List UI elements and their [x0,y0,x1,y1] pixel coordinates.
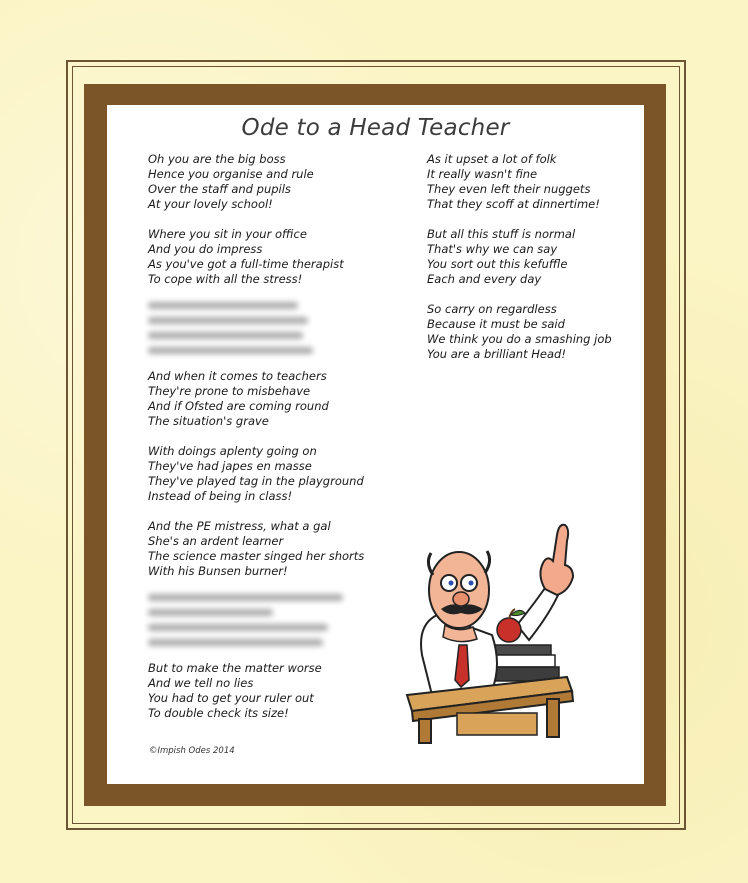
verse-line: To double check its size! [148,706,289,720]
blurred-stanza [148,594,378,646]
verse-line: And you do impress [148,242,263,256]
verse-line: Over the staff and pupils [148,182,291,196]
verse-line: The science master singed her shorts [148,549,365,563]
verse-line: And if Ofsted are coming round [148,399,329,413]
stanza [148,227,378,287]
stanza [148,519,378,579]
verse-line: Hence you organise and rule [148,167,314,181]
verse-line: We think you do a smashing job [427,332,612,346]
verse-line: Oh you are the big boss [148,152,286,166]
poem-title: Ode to a Head Teacher [241,115,510,141]
stanza [148,444,378,504]
verse-line: And we tell no lies [148,676,254,690]
verse-line: Because it must be said [427,317,565,331]
verse-line: At your lovely school! [148,197,273,211]
verse-line: As it upset a lot of folk [427,152,557,166]
verse-line: They've played tag in the playground [148,474,364,488]
stanza [427,227,637,287]
verse-line: The situation's grave [148,414,269,428]
verse-line: They've had japes en masse [148,459,312,473]
verse-line: Instead of being in class! [148,489,293,503]
verse-line: You are a brilliant Head! [427,347,566,361]
verse-line: And when it comes to teachers [148,369,327,383]
verse-line: Each and every day [427,272,542,286]
verse-line: And the PE mistress, what a gal [148,519,331,533]
right-column [427,152,637,377]
stanza [427,302,637,362]
verse-line: Where you sit in your office [148,227,307,241]
left-column [148,152,378,736]
head-teacher-cartoon-illustration [397,505,597,745]
stanza [148,661,378,721]
verse-line: With doings aplenty going on [148,444,317,458]
verse-line: That's why we can say [427,242,558,256]
stanza [427,152,637,212]
verse-line: With his Bunsen burner! [148,564,288,578]
verse-line: But all this stuff is normal [427,227,576,241]
verse-line: You had to get your ruler out [148,691,314,705]
verse-line: To cope with all the stress! [148,272,303,286]
copyright-note: ©Impish Odes 2014 [149,746,235,756]
poem-sheet [107,105,644,784]
blurred-stanza [148,302,378,354]
verse-line: You sort out this kefuffle [427,257,568,271]
verse-line: But to make the matter worse [148,661,322,675]
verse-line: That they scoff at dinnertime! [427,197,600,211]
verse-line: As you've got a full-time therapist [148,257,344,271]
stanza [148,369,378,429]
stanza [148,152,378,212]
verse-line: They're prone to misbehave [148,384,311,398]
verse-line: She's an ardent learner [148,534,284,548]
verse-line: It really wasn't fine [427,167,538,181]
verse-line: They even left their nuggets [427,182,591,196]
verse-line: So carry on regardless [427,302,557,316]
